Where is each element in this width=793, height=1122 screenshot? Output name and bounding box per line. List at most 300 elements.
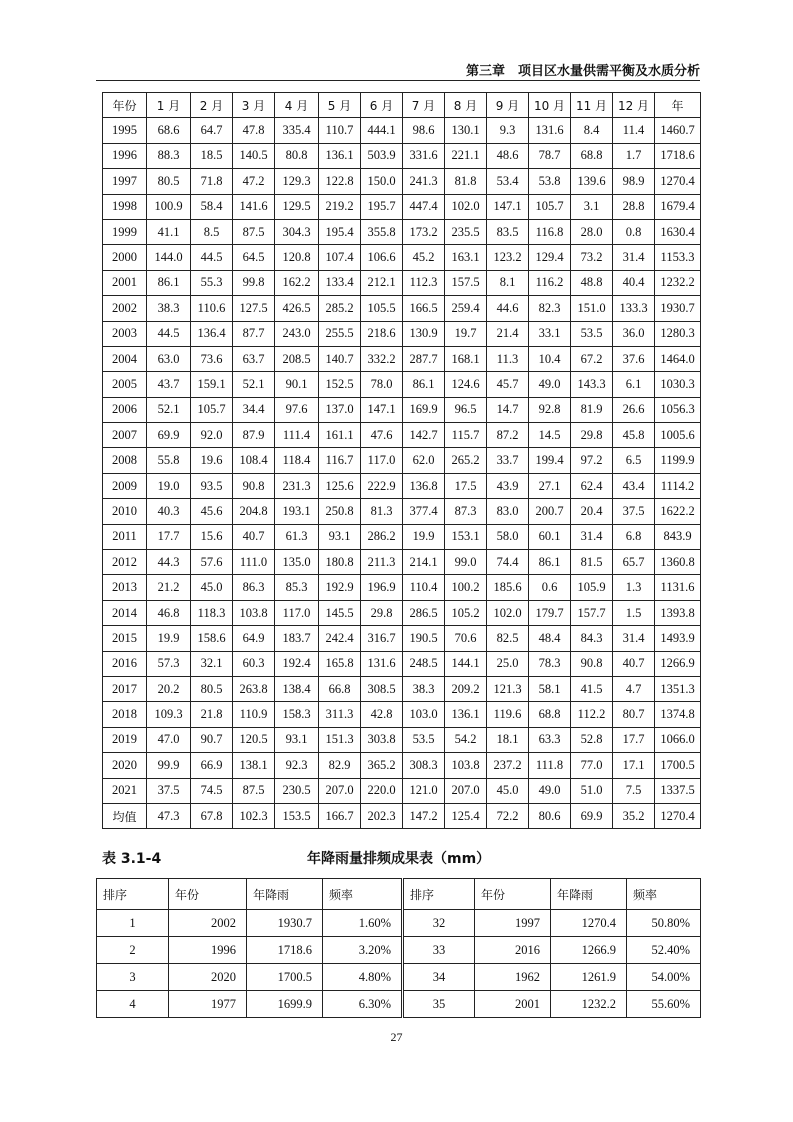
rainfall-cell: 74.4	[487, 550, 529, 575]
rainfall-cell: 20.2	[147, 676, 191, 701]
rainfall-cell: 107.4	[319, 245, 361, 270]
rainfall-cell: 135.0	[275, 550, 319, 575]
rainfall-cell: 1232.2	[655, 270, 701, 295]
rainfall-cell: 136.4	[191, 321, 233, 346]
rainfall-cell: 88.3	[147, 143, 191, 168]
rainfall-cell: 311.3	[319, 702, 361, 727]
table-row	[103, 626, 701, 651]
table-row	[97, 991, 701, 1018]
rainfall-cell: 4.7	[613, 676, 655, 701]
rainfall-cell: 63.3	[529, 727, 571, 752]
table-cell: 1700.5	[247, 964, 323, 991]
rainfall-cell: 100.2	[445, 575, 487, 600]
rainfall-cell: 129.4	[529, 245, 571, 270]
rainfall-cell: 62.4	[571, 473, 613, 498]
average-cell: 166.7	[319, 803, 361, 828]
rainfall-cell: 29.8	[361, 600, 403, 625]
rainfall-cell: 17.5	[445, 473, 487, 498]
table-cell: 4.80%	[323, 964, 403, 991]
table-row	[103, 397, 701, 422]
year-cell: 2008	[103, 448, 147, 473]
rainfall-cell: 81.8	[445, 169, 487, 194]
rainfall-cell: 63.0	[147, 346, 191, 371]
rainfall-cell: 208.5	[275, 346, 319, 371]
rainfall-cell: 1.5	[613, 600, 655, 625]
rainfall-cell: 150.0	[361, 169, 403, 194]
rainfall-cell: 235.5	[445, 219, 487, 244]
column-header: 8 月	[445, 93, 487, 118]
rainfall-cell: 37.5	[147, 778, 191, 803]
rainfall-cell: 241.3	[403, 169, 445, 194]
rainfall-cell: 147.1	[487, 194, 529, 219]
table-row	[103, 270, 701, 295]
rainfall-cell: 44.5	[191, 245, 233, 270]
table-row	[103, 372, 701, 397]
rainfall-cell: 10.4	[529, 346, 571, 371]
table-row	[103, 727, 701, 752]
rainfall-cell: 109.3	[147, 702, 191, 727]
rainfall-cell: 138.1	[233, 753, 275, 778]
rainfall-cell: 426.5	[275, 296, 319, 321]
year-cell: 2017	[103, 676, 147, 701]
year-cell: 1998	[103, 194, 147, 219]
rainfall-cell: 0.6	[529, 575, 571, 600]
rainfall-cell: 207.0	[445, 778, 487, 803]
rainfall-cell: 14.5	[529, 423, 571, 448]
rainfall-cell: 21.4	[487, 321, 529, 346]
rainfall-cell: 1718.6	[655, 143, 701, 168]
rainfall-cell: 1393.8	[655, 600, 701, 625]
rainfall-cell: 192.4	[275, 651, 319, 676]
rainfall-cell: 90.8	[571, 651, 613, 676]
rainfall-cell: 219.2	[319, 194, 361, 219]
rainfall-cell: 49.0	[529, 778, 571, 803]
rainfall-cell: 47.0	[147, 727, 191, 752]
year-cell: 2007	[103, 423, 147, 448]
table-cell: 1930.7	[247, 910, 323, 937]
table-row	[103, 118, 701, 143]
column-header: 6 月	[361, 93, 403, 118]
year-cell: 2006	[103, 397, 147, 422]
table-cell: 2001	[475, 991, 551, 1018]
rainfall-cell: 82.5	[487, 626, 529, 651]
rainfall-cell: 1.7	[613, 143, 655, 168]
rainfall-cell: 48.4	[529, 626, 571, 651]
rainfall-cell: 116.8	[529, 219, 571, 244]
table-row	[103, 702, 701, 727]
rainfall-cell: 34.4	[233, 397, 275, 422]
rainfall-cell: 19.0	[147, 473, 191, 498]
table-row	[103, 473, 701, 498]
rainfall-cell: 110.6	[191, 296, 233, 321]
table-cell: 34	[403, 964, 475, 991]
rainfall-cell: 58.0	[487, 524, 529, 549]
rainfall-cell: 444.1	[361, 118, 403, 143]
year-cell: 2002	[103, 296, 147, 321]
rainfall-cell: 32.1	[191, 651, 233, 676]
year-cell: 2019	[103, 727, 147, 752]
rainfall-cell: 207.0	[319, 778, 361, 803]
rainfall-cell: 193.1	[275, 499, 319, 524]
rainfall-cell: 78.3	[529, 651, 571, 676]
table-row	[97, 964, 701, 991]
rainfall-cell: 45.7	[487, 372, 529, 397]
table-cell: 1270.4	[551, 910, 627, 937]
table-row	[103, 169, 701, 194]
rainfall-cell: 122.8	[319, 169, 361, 194]
rainfall-cell: 31.4	[571, 524, 613, 549]
rainfall-cell: 57.3	[147, 651, 191, 676]
rainfall-cell: 1131.6	[655, 575, 701, 600]
column-header: 1 月	[147, 93, 191, 118]
table-row	[103, 524, 701, 549]
rainfall-cell: 259.4	[445, 296, 487, 321]
rainfall-cell: 105.9	[571, 575, 613, 600]
rainfall-cell: 1464.0	[655, 346, 701, 371]
table-cell: 1996	[169, 937, 247, 964]
rainfall-cell: 33.1	[529, 321, 571, 346]
table-cell: 4	[97, 991, 169, 1018]
column-header: 排序	[97, 879, 169, 910]
rainfall-cell: 105.7	[529, 194, 571, 219]
average-cell: 69.9	[571, 803, 613, 828]
rainfall-cell: 163.1	[445, 245, 487, 270]
page-number: 27	[390, 1030, 403, 1044]
table-cell: 55.60%	[627, 991, 701, 1018]
rainfall-cell: 40.7	[613, 651, 655, 676]
table-row	[103, 778, 701, 803]
year-cell: 2020	[103, 753, 147, 778]
column-header: 年降雨	[247, 879, 323, 910]
rainfall-cell: 143.3	[571, 372, 613, 397]
column-header: 4 月	[275, 93, 319, 118]
table-cell: 54.00%	[627, 964, 701, 991]
rainfall-cell: 1460.7	[655, 118, 701, 143]
rainfall-cell: 157.5	[445, 270, 487, 295]
rainfall-cell: 237.2	[487, 753, 529, 778]
rainfall-cell: 77.0	[571, 753, 613, 778]
rainfall-cell: 212.1	[361, 270, 403, 295]
rainfall-cell: 81.3	[361, 499, 403, 524]
table-cell: 1977	[169, 991, 247, 1018]
column-header: 年份	[475, 879, 551, 910]
rainfall-cell: 52.1	[147, 397, 191, 422]
rainfall-cell: 200.7	[529, 499, 571, 524]
rainfall-cell: 121.0	[403, 778, 445, 803]
rainfall-cell: 117.0	[361, 448, 403, 473]
rainfall-cell: 303.8	[361, 727, 403, 752]
rainfall-cell: 220.0	[361, 778, 403, 803]
rainfall-cell: 80.5	[147, 169, 191, 194]
rainfall-cell: 158.6	[191, 626, 233, 651]
rainfall-cell: 62.0	[403, 448, 445, 473]
rainfall-cell: 105.2	[445, 600, 487, 625]
rainfall-cell: 53.8	[529, 169, 571, 194]
rainfall-cell: 47.6	[361, 423, 403, 448]
rainfall-cell: 45.6	[191, 499, 233, 524]
rainfall-cell: 248.5	[403, 651, 445, 676]
rainfall-cell: 81.9	[571, 397, 613, 422]
rainfall-cell: 1280.3	[655, 321, 701, 346]
rainfall-cell: 287.7	[403, 346, 445, 371]
rainfall-cell: 73.6	[191, 346, 233, 371]
rainfall-cell: 218.6	[361, 321, 403, 346]
rainfall-cell: 161.1	[319, 423, 361, 448]
rainfall-cell: 103.0	[403, 702, 445, 727]
rainfall-cell: 843.9	[655, 524, 701, 549]
rainfall-cell: 1360.8	[655, 550, 701, 575]
rainfall-cell: 86.3	[233, 575, 275, 600]
rainfall-cell: 133.4	[319, 270, 361, 295]
rainfall-cell: 43.4	[613, 473, 655, 498]
rainfall-cell: 195.4	[319, 219, 361, 244]
table-cell: 1266.9	[551, 937, 627, 964]
rainfall-cell: 31.4	[613, 626, 655, 651]
rainfall-cell: 130.1	[445, 118, 487, 143]
rainfall-cell: 166.5	[403, 296, 445, 321]
table-row	[103, 651, 701, 676]
column-header: 11 月	[571, 93, 613, 118]
rank-frequency-table	[96, 878, 701, 1018]
rainfall-cell: 195.7	[361, 194, 403, 219]
rainfall-cell: 157.7	[571, 600, 613, 625]
table-row	[103, 600, 701, 625]
column-header: 排序	[403, 879, 475, 910]
column-header: 年份	[103, 93, 147, 118]
average-row	[103, 803, 701, 828]
year-cell: 1999	[103, 219, 147, 244]
average-cell: 67.8	[191, 803, 233, 828]
rainfall-cell: 65.7	[613, 550, 655, 575]
table-row	[97, 937, 701, 964]
rainfall-cell: 45.8	[613, 423, 655, 448]
rainfall-cell: 105.7	[191, 397, 233, 422]
rainfall-cell: 52.8	[571, 727, 613, 752]
table-row	[103, 245, 701, 270]
rainfall-cell: 1266.9	[655, 651, 701, 676]
rainfall-cell: 36.0	[613, 321, 655, 346]
rainfall-cell: 87.5	[233, 778, 275, 803]
rainfall-cell: 209.2	[445, 676, 487, 701]
rainfall-cell: 199.4	[529, 448, 571, 473]
rainfall-cell: 43.7	[147, 372, 191, 397]
rainfall-cell: 90.1	[275, 372, 319, 397]
rainfall-cell: 355.8	[361, 219, 403, 244]
rainfall-cell: 33.7	[487, 448, 529, 473]
rainfall-cell: 37.5	[613, 499, 655, 524]
column-header: 7 月	[403, 93, 445, 118]
rainfall-cell: 93.1	[319, 524, 361, 549]
rainfall-cell: 90.8	[233, 473, 275, 498]
table-cell: 33	[403, 937, 475, 964]
year-cell: 2014	[103, 600, 147, 625]
rainfall-cell: 111.4	[275, 423, 319, 448]
rainfall-cell: 98.9	[613, 169, 655, 194]
rainfall-cell: 48.6	[487, 143, 529, 168]
rainfall-cell: 8.5	[191, 219, 233, 244]
rainfall-cell: 80.8	[275, 143, 319, 168]
rainfall-cell: 52.1	[233, 372, 275, 397]
rainfall-cell: 120.5	[233, 727, 275, 752]
rainfall-cell: 110.4	[403, 575, 445, 600]
column-header: 频率	[323, 879, 403, 910]
rainfall-cell: 19.7	[445, 321, 487, 346]
rainfall-cell: 41.5	[571, 676, 613, 701]
year-cell: 2009	[103, 473, 147, 498]
rainfall-cell: 47.2	[233, 169, 275, 194]
rainfall-cell: 55.3	[191, 270, 233, 295]
rainfall-cell: 43.9	[487, 473, 529, 498]
table-cell: 35	[403, 991, 475, 1018]
table-cell: 2	[97, 937, 169, 964]
rainfall-cell: 93.5	[191, 473, 233, 498]
year-cell: 2018	[103, 702, 147, 727]
rainfall-cell: 40.7	[233, 524, 275, 549]
rainfall-cell: 58.4	[191, 194, 233, 219]
rainfall-cell: 130.9	[403, 321, 445, 346]
table-cell: 52.40%	[627, 937, 701, 964]
rainfall-cell: 87.3	[445, 499, 487, 524]
table-header-row	[103, 93, 701, 118]
table-cell: 3	[97, 964, 169, 991]
rainfall-cell: 1153.3	[655, 245, 701, 270]
rainfall-cell: 38.3	[147, 296, 191, 321]
rainfall-cell: 49.0	[529, 372, 571, 397]
average-cell: 153.5	[275, 803, 319, 828]
rainfall-cell: 64.5	[233, 245, 275, 270]
rainfall-cell: 136.8	[403, 473, 445, 498]
rainfall-cell: 103.8	[445, 753, 487, 778]
rainfall-cell: 125.6	[319, 473, 361, 498]
table-row	[103, 296, 701, 321]
rainfall-cell: 21.2	[147, 575, 191, 600]
rainfall-cell: 84.3	[571, 626, 613, 651]
rainfall-cell: 17.7	[147, 524, 191, 549]
column-header: 频率	[627, 879, 701, 910]
rainfall-cell: 120.8	[275, 245, 319, 270]
rainfall-cell: 63.7	[233, 346, 275, 371]
rainfall-cell: 447.4	[403, 194, 445, 219]
rainfall-cell: 68.8	[571, 143, 613, 168]
column-header: 年	[655, 93, 701, 118]
rainfall-cell: 265.2	[445, 448, 487, 473]
average-label: 均值	[103, 803, 147, 828]
rainfall-cell: 44.5	[147, 321, 191, 346]
table-row	[103, 219, 701, 244]
rainfall-cell: 204.8	[233, 499, 275, 524]
rainfall-cell: 119.6	[487, 702, 529, 727]
rainfall-cell: 190.5	[403, 626, 445, 651]
rainfall-cell: 308.5	[361, 676, 403, 701]
rainfall-cell: 73.2	[571, 245, 613, 270]
rainfall-cell: 308.3	[403, 753, 445, 778]
rainfall-cell: 263.8	[233, 676, 275, 701]
chapter-title: 第三章 项目区水量供需平衡及水质分析	[465, 64, 700, 79]
rainfall-cell: 21.8	[191, 702, 233, 727]
rainfall-cell: 118.3	[191, 600, 233, 625]
year-cell: 2005	[103, 372, 147, 397]
rainfall-cell: 222.9	[361, 473, 403, 498]
rainfall-cell: 87.5	[233, 219, 275, 244]
rainfall-cell: 83.0	[487, 499, 529, 524]
rainfall-cell: 332.2	[361, 346, 403, 371]
rainfall-cell: 25.0	[487, 651, 529, 676]
year-cell: 2000	[103, 245, 147, 270]
average-cell: 47.3	[147, 803, 191, 828]
rainfall-cell: 15.6	[191, 524, 233, 549]
rainfall-cell: 196.9	[361, 575, 403, 600]
rainfall-cell: 151.3	[319, 727, 361, 752]
year-cell: 2001	[103, 270, 147, 295]
rainfall-cell: 29.8	[571, 423, 613, 448]
rainfall-cell: 85.3	[275, 575, 319, 600]
rainfall-cell: 151.0	[571, 296, 613, 321]
column-header: 10 月	[529, 93, 571, 118]
rainfall-cell: 61.3	[275, 524, 319, 549]
rainfall-cell: 335.4	[275, 118, 319, 143]
rainfall-cell: 168.1	[445, 346, 487, 371]
rainfall-cell: 365.2	[361, 753, 403, 778]
table-number: 表 3.1-4	[102, 851, 162, 867]
rainfall-cell: 8.4	[571, 118, 613, 143]
rainfall-cell: 31.4	[613, 245, 655, 270]
rainfall-cell: 28.0	[571, 219, 613, 244]
rainfall-cell: 83.5	[487, 219, 529, 244]
rainfall-cell: 131.6	[361, 651, 403, 676]
rainfall-cell: 66.8	[319, 676, 361, 701]
year-cell: 2021	[103, 778, 147, 803]
rainfall-cell: 100.9	[147, 194, 191, 219]
rainfall-cell: 158.3	[275, 702, 319, 727]
rainfall-cell: 250.8	[319, 499, 361, 524]
rainfall-cell: 37.6	[613, 346, 655, 371]
rainfall-cell: 45.0	[191, 575, 233, 600]
rainfall-cell: 19.9	[403, 524, 445, 549]
year-cell: 1995	[103, 118, 147, 143]
rainfall-cell: 46.8	[147, 600, 191, 625]
rainfall-cell: 111.0	[233, 550, 275, 575]
column-header: 年降雨	[551, 879, 627, 910]
column-header: 年份	[169, 879, 247, 910]
rainfall-cell: 1337.5	[655, 778, 701, 803]
rainfall-cell: 231.3	[275, 473, 319, 498]
rainfall-cell: 145.5	[319, 600, 361, 625]
rainfall-cell: 111.8	[529, 753, 571, 778]
rainfall-cell: 74.5	[191, 778, 233, 803]
rainfall-cell: 1114.2	[655, 473, 701, 498]
rainfall-cell: 71.8	[191, 169, 233, 194]
rainfall-cell: 127.5	[233, 296, 275, 321]
rainfall-cell: 159.1	[191, 372, 233, 397]
rainfall-cell: 131.6	[529, 118, 571, 143]
year-cell: 2003	[103, 321, 147, 346]
rainfall-cell: 230.5	[275, 778, 319, 803]
rainfall-cell: 53.5	[403, 727, 445, 752]
rainfall-cell: 68.8	[529, 702, 571, 727]
rainfall-cell: 112.2	[571, 702, 613, 727]
rainfall-cell: 26.6	[613, 397, 655, 422]
rainfall-cell: 6.1	[613, 372, 655, 397]
column-header: 9 月	[487, 93, 529, 118]
rainfall-cell: 86.1	[403, 372, 445, 397]
rainfall-cell: 1351.3	[655, 676, 701, 701]
rainfall-cell: 1622.2	[655, 499, 701, 524]
rainfall-cell: 80.5	[191, 676, 233, 701]
rainfall-cell: 140.5	[233, 143, 275, 168]
rainfall-cell: 47.8	[233, 118, 275, 143]
column-header: 12 月	[613, 93, 655, 118]
rainfall-cell: 92.0	[191, 423, 233, 448]
